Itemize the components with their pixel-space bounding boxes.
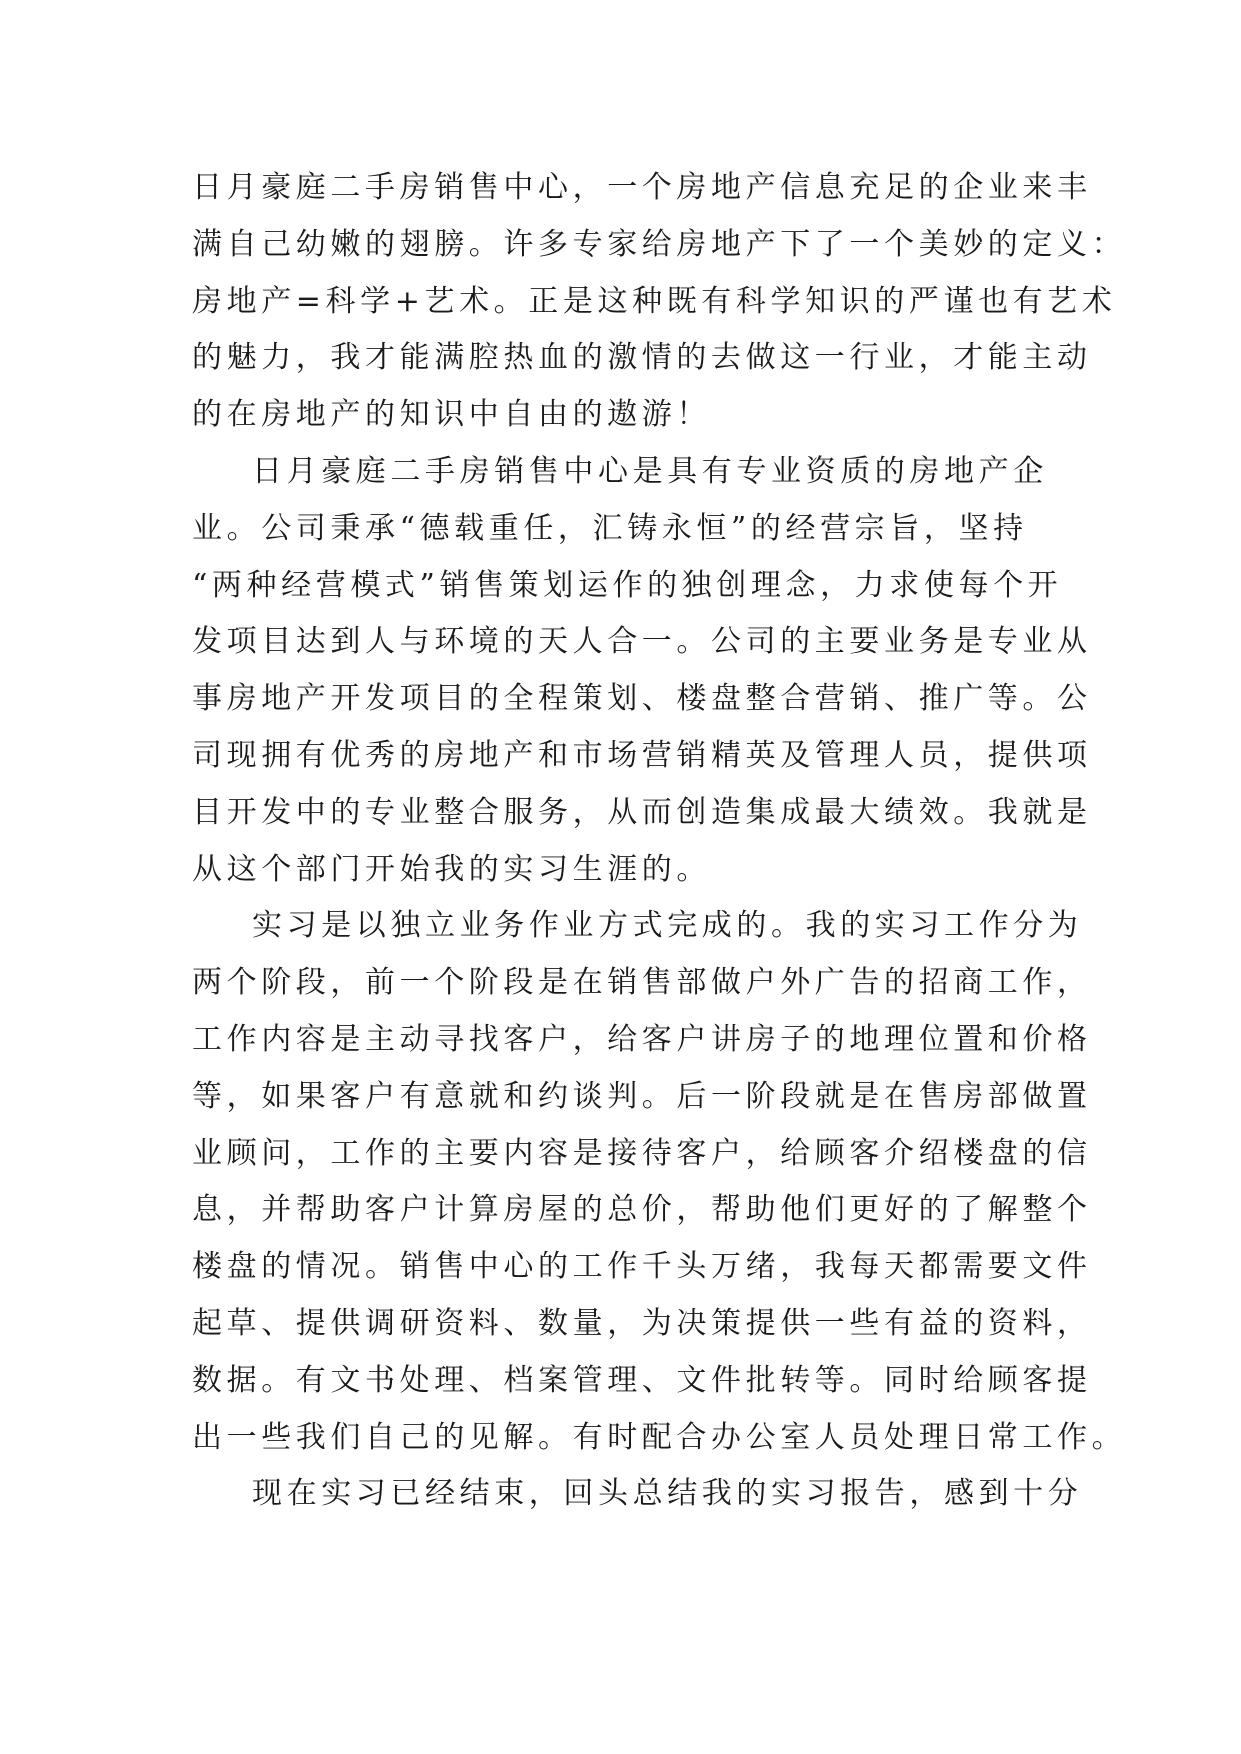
text-line: 房地产=科学+艺术。正是这种既有科学知识的严谨也有艺术 xyxy=(192,283,1117,319)
text-line: 工作内容是主动寻找客户，给客户讲房子的地理位置和价格 xyxy=(192,1021,1092,1057)
text-line: 现在实习已经结束，回头总结我的实习报告，感到十分 xyxy=(252,1476,1083,1512)
body-text xyxy=(192,160,1127,1523)
text-line: 日月豪庭二手房销售中心，一个房地产信息充足的企业来丰 xyxy=(192,170,1092,205)
text-line: 事房地产开发项目的全程策划、楼盘整合营销、推广等。公 xyxy=(192,681,1092,717)
text-line: “两种经营模式”销售策划运作的独创理念，力求使每个开 xyxy=(192,567,1063,603)
text-line: 从这个部门开始我的实习生涯的。 xyxy=(192,851,711,887)
text-line: 楼盘的情况。销售中心的工作千头万绪，我每天都需要文件 xyxy=(192,1249,1092,1285)
text-line: 司现拥有优秀的房地产和市场营销精英及管理人员，提供项 xyxy=(192,737,1092,773)
text-line: 等，如果客户有意就和约谈判。后一阶段就是在售房部做置 xyxy=(192,1078,1092,1114)
text-line: 的在房地产的知识中自由的遨游！ xyxy=(192,397,711,433)
text-line: 业。公司秉承“德载重任，汇铸永恒”的经营宗旨，坚持 xyxy=(192,510,1028,546)
text-line: 出一些我们自己的见解。有时配合办公室人员处理日常工作。 xyxy=(192,1419,1127,1455)
text-line: 实习是以独立业务作业方式完成的。我的实习工作分为 xyxy=(252,908,1083,944)
text-line: 日月豪庭二手房销售中心是具有专业资质的房地产企 xyxy=(252,453,1048,489)
text-line: 两个阶段，前一个阶段是在销售部做户外广告的招商工作， xyxy=(192,965,1092,1001)
text-line: 起草、提供调研资料、数量，为决策提供一些有益的资料， xyxy=(192,1305,1092,1341)
text-line: 目开发中的专业整合服务，从而创造集成最大绩效。我就是 xyxy=(192,794,1092,830)
text-line: 数据。有文书处理、档案管理、文件批转等。同时给顾客提 xyxy=(192,1362,1092,1398)
text-line: 满自己幼嫩的翅膀。许多专家给房地产下了一个美妙的定义： xyxy=(192,226,1127,262)
text-line: 的魅力，我才能满腔热血的激情的去做这一行业，才能主动 xyxy=(192,340,1092,376)
text-line: 息，并帮助客户计算房屋的总价，帮助他们更好的了解整个 xyxy=(192,1192,1092,1228)
text-line: 业顾问，工作的主要内容是接待客户，给顾客介绍楼盘的信 xyxy=(192,1135,1092,1171)
text-line: 发项目达到人与环境的天人合一。公司的主要业务是专业从 xyxy=(192,624,1092,660)
